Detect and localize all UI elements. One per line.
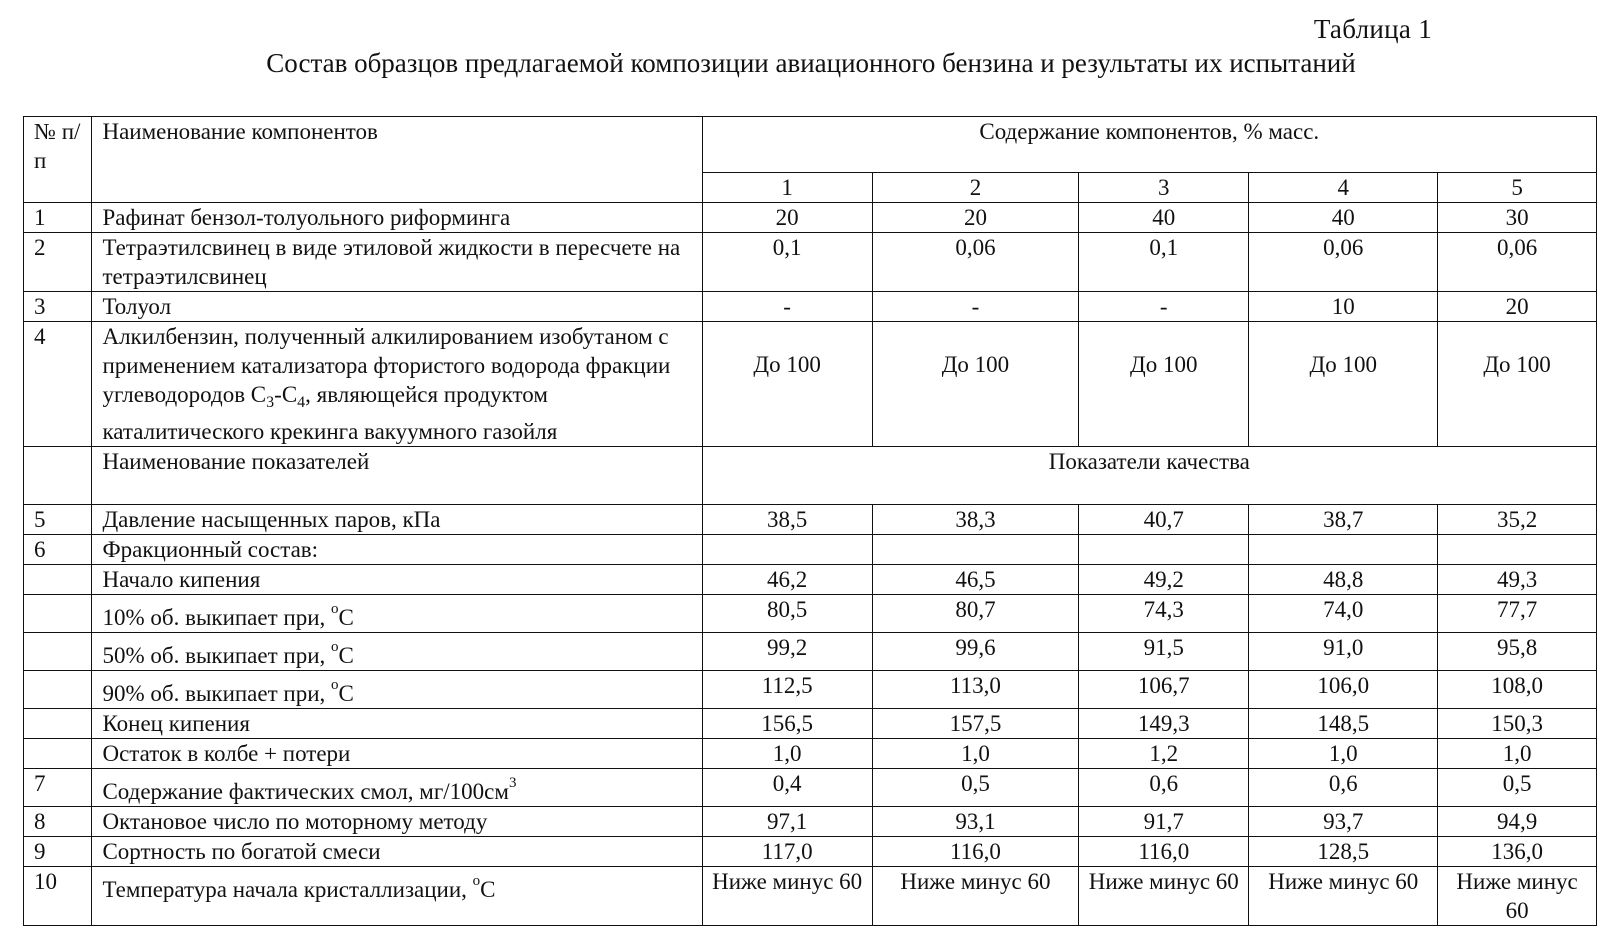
cell-value: 113,0 <box>872 671 1078 709</box>
row-name <box>92 769 702 807</box>
row-num: 3 <box>24 292 92 322</box>
cell-value: 80,5 <box>702 595 872 633</box>
superscript: o <box>331 639 339 655</box>
cell-value: 20 <box>872 203 1078 233</box>
row-num <box>24 565 92 595</box>
unit-suffix: C <box>338 605 354 630</box>
composition-table <box>23 116 1597 926</box>
cell-value: 97,1 <box>702 807 872 837</box>
table-row <box>24 203 1597 233</box>
cell-value: 49,2 <box>1079 565 1249 595</box>
cell-value: 30 <box>1438 203 1597 233</box>
table-row <box>24 233 1597 292</box>
cell-value: До 100 <box>1079 322 1249 447</box>
cell-value <box>1079 535 1249 565</box>
cell-value: 0,5 <box>872 769 1078 807</box>
cell-value: 117,0 <box>702 837 872 867</box>
row-num: 10 <box>24 867 92 926</box>
table-row <box>24 595 1597 633</box>
table-row <box>24 565 1597 595</box>
row-num: 1 <box>24 203 92 233</box>
cell-value: 95,8 <box>1438 633 1597 671</box>
quality-header-row <box>24 447 1597 505</box>
row-name <box>92 595 702 633</box>
superscript: 3 <box>508 775 517 791</box>
cell-value: 128,5 <box>1249 837 1438 867</box>
table-title: Состав образцов предлагаемой композиции авиационного бензина и результаты их испытаний <box>266 48 1356 78</box>
cell-value: 91,7 <box>1079 807 1249 837</box>
row-num: 7 <box>24 769 92 807</box>
cell-value: 0,06 <box>1249 233 1438 292</box>
header-components: Наименование компонентов <box>92 117 702 203</box>
cell-value: 0,1 <box>1079 233 1249 292</box>
cell-value: 91,0 <box>1249 633 1438 671</box>
cell-value: 0,4 <box>702 769 872 807</box>
row-name: Конец кипения <box>92 709 702 739</box>
quality-label: Показатели качества <box>702 447 1596 505</box>
indicators-label: Наименование показателей <box>92 447 702 505</box>
cell-value: 148,5 <box>1249 709 1438 739</box>
table-row <box>24 769 1597 807</box>
unit-suffix: C <box>338 681 354 706</box>
row-num <box>24 595 92 633</box>
cell-value: Ниже минус 60 <box>702 867 872 926</box>
table-row <box>24 709 1597 739</box>
cell-value: Ниже минус 60 <box>1079 867 1249 926</box>
row-num: 6 <box>24 535 92 565</box>
table-row <box>24 292 1597 322</box>
cell-value <box>1438 535 1597 565</box>
row-name: Остаток в колбе + потери <box>92 739 702 769</box>
cell-value: 0,5 <box>1438 769 1597 807</box>
cell-value: 48,8 <box>1249 565 1438 595</box>
cell-value: 116,0 <box>872 837 1078 867</box>
cell-value: 93,7 <box>1249 807 1438 837</box>
unit-suffix: C <box>480 877 496 902</box>
cell-value: 106,7 <box>1079 671 1249 709</box>
cell-value: 77,7 <box>1438 595 1597 633</box>
cell-value: 91,5 <box>1079 633 1249 671</box>
subscript: 4 <box>297 394 306 411</box>
cell-value: 40,7 <box>1079 505 1249 535</box>
cell-value: Ниже минус 60 <box>872 867 1078 926</box>
cell-value: 136,0 <box>1438 837 1597 867</box>
row-name-part: -C <box>274 382 298 407</box>
cell-value: - <box>702 292 872 322</box>
superscript: o <box>472 873 481 889</box>
row-name <box>92 633 702 671</box>
cell-value: 46,2 <box>702 565 872 595</box>
row-num: 2 <box>24 233 92 292</box>
cell-value: 0,06 <box>872 233 1078 292</box>
cell-value: 38,5 <box>702 505 872 535</box>
cell-value <box>1249 535 1438 565</box>
cell-value: 35,2 <box>1438 505 1597 535</box>
cell-value: 106,0 <box>1249 671 1438 709</box>
table-row <box>24 633 1597 671</box>
unit-suffix: C <box>338 643 354 668</box>
cell-value: 112,5 <box>702 671 872 709</box>
cell-value: 0,6 <box>1249 769 1438 807</box>
cell-value: - <box>1079 292 1249 322</box>
cell-value: 93,1 <box>872 807 1078 837</box>
cell-value: 1,0 <box>702 739 872 769</box>
row-name <box>92 322 702 447</box>
cell-value: 1,0 <box>1249 739 1438 769</box>
header-num: № п/п <box>24 117 92 203</box>
cell-value <box>872 535 1078 565</box>
subscript: 3 <box>266 394 275 411</box>
cell-value: До 100 <box>1438 322 1597 447</box>
table-row <box>24 807 1597 837</box>
quality-header-num <box>24 447 92 505</box>
superscript: o <box>331 601 339 617</box>
table-row <box>24 739 1597 769</box>
row-name-part: Алкилбензин, полученный алкилированием изобутаном с применением катализатора фтористого водорода фракции углеводородов C <box>102 324 671 407</box>
row-num <box>24 671 92 709</box>
header-content: Содержание компонентов, % масс. <box>702 117 1596 173</box>
row-name: Начало кипения <box>92 565 702 595</box>
row-num <box>24 633 92 671</box>
cell-value: 1,0 <box>1438 739 1597 769</box>
row-name-part: 90% об. выкипает при, <box>102 681 332 706</box>
cell-value: До 100 <box>1249 322 1438 447</box>
table-row <box>24 322 1597 447</box>
cell-value: До 100 <box>702 322 872 447</box>
cell-value: 99,2 <box>702 633 872 671</box>
cell-value: 99,6 <box>872 633 1078 671</box>
cell-value: 116,0 <box>1079 837 1249 867</box>
table-label: Таблица 1 <box>1313 14 1432 44</box>
cell-value: 108,0 <box>1438 671 1597 709</box>
cell-value: 38,7 <box>1249 505 1438 535</box>
cell-value: Ниже минус 60 <box>1438 867 1597 926</box>
cell-value: 0,06 <box>1438 233 1597 292</box>
row-name: Тетраэтилсвинец в виде этиловой жидкости в пересчете на тетраэтилсвинец <box>92 233 702 292</box>
row-name: Давление насыщенных паров, кПа <box>92 505 702 535</box>
superscript: o <box>331 677 339 693</box>
cell-value: 46,5 <box>872 565 1078 595</box>
table-row <box>24 837 1597 867</box>
cell-value <box>702 535 872 565</box>
cell-value: 150,3 <box>1438 709 1597 739</box>
sample-header: 5 <box>1438 173 1597 203</box>
cell-value: 74,3 <box>1079 595 1249 633</box>
cell-value: 40 <box>1079 203 1249 233</box>
sample-header: 4 <box>1249 173 1438 203</box>
cell-value: До 100 <box>872 322 1078 447</box>
cell-value: 157,5 <box>872 709 1078 739</box>
cell-value: 0,6 <box>1079 769 1249 807</box>
cell-value: 149,3 <box>1079 709 1249 739</box>
cell-value: Ниже минус 60 <box>1249 867 1438 926</box>
row-num <box>24 709 92 739</box>
table-row <box>24 671 1597 709</box>
cell-value: 74,0 <box>1249 595 1438 633</box>
row-name: Сортность по богатой смеси <box>92 837 702 867</box>
row-name-part: , являющейся продуктом каталитического крекинга вакуумного газойля <box>102 382 558 444</box>
cell-value: 10 <box>1249 292 1438 322</box>
cell-value: 49,3 <box>1438 565 1597 595</box>
cell-value: 80,7 <box>872 595 1078 633</box>
cell-value: 156,5 <box>702 709 872 739</box>
row-num <box>24 739 92 769</box>
cell-value: 20 <box>1438 292 1597 322</box>
cell-value: 0,1 <box>702 233 872 292</box>
table-row <box>24 535 1597 565</box>
row-name-part: Температура начала кристаллизации, <box>102 877 473 902</box>
table-row <box>24 867 1597 926</box>
row-num: 5 <box>24 505 92 535</box>
cell-value: 38,3 <box>872 505 1078 535</box>
row-num: 8 <box>24 807 92 837</box>
row-num: 9 <box>24 837 92 867</box>
sample-header: 2 <box>872 173 1078 203</box>
cell-value: 40 <box>1249 203 1438 233</box>
row-name <box>92 867 702 926</box>
row-name-part: Содержание фактических смол, мг/100см <box>102 779 509 804</box>
row-name: Октановое число по моторному методу <box>92 807 702 837</box>
cell-value: 1,2 <box>1079 739 1249 769</box>
row-num: 4 <box>24 322 92 447</box>
table-row <box>24 505 1597 535</box>
sample-header: 1 <box>702 173 872 203</box>
row-name: Толуол <box>92 292 702 322</box>
row-name-part: 50% об. выкипает при, <box>102 643 332 668</box>
row-name: Фракционный состав: <box>92 535 702 565</box>
row-name <box>92 671 702 709</box>
row-name-part: 10% об. выкипает при, <box>102 605 332 630</box>
sample-header: 3 <box>1079 173 1249 203</box>
cell-value: 1,0 <box>872 739 1078 769</box>
cell-value: 94,9 <box>1438 807 1597 837</box>
cell-value: 20 <box>702 203 872 233</box>
cell-value: - <box>872 292 1078 322</box>
row-name: Рафинат бензол-толуольного риформинга <box>92 203 702 233</box>
